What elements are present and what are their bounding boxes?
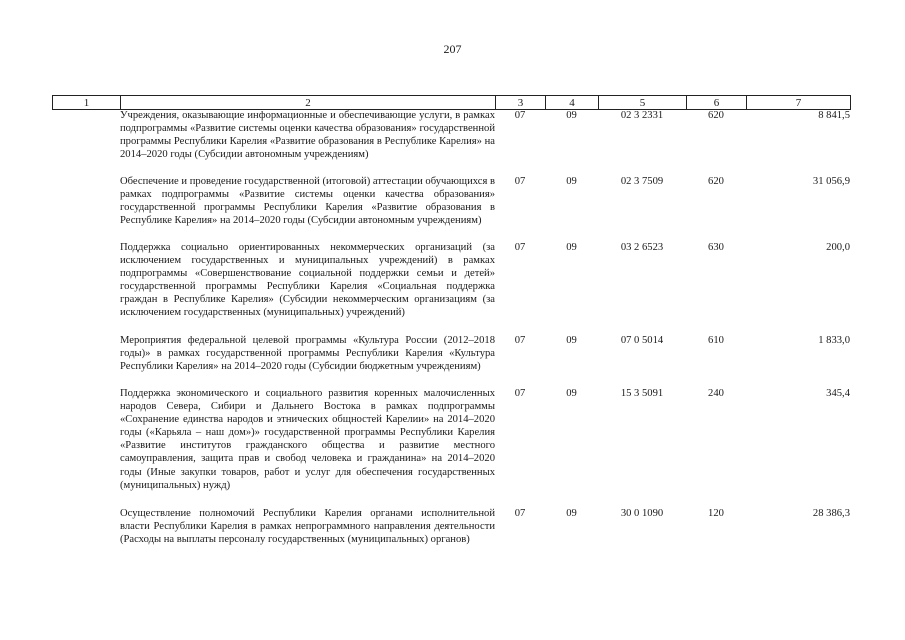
row-target-code: 03 2 6523: [620, 242, 664, 253]
row-section: 07: [514, 242, 526, 253]
row-subsection: 09: [566, 335, 577, 346]
budget-table-body: [52, 109, 850, 561]
row-subsection: 09: [566, 176, 577, 187]
row-expense-type: 240: [708, 388, 724, 399]
row-amount: 31 056,9: [812, 176, 850, 187]
table-row: [52, 334, 850, 387]
row-amount: 1 833,0: [818, 335, 850, 346]
row-target-code: 15 3 5091: [620, 388, 664, 399]
row-target-code: 02 3 7509: [620, 176, 664, 187]
row-subsection: 09: [566, 388, 577, 399]
page-number: 207: [443, 42, 462, 56]
row-expense-type: 120: [708, 508, 724, 519]
row-expense-type: 630: [708, 242, 724, 253]
column-header-7: 7: [747, 96, 851, 110]
row-amount: 8 841,5: [818, 110, 850, 121]
table-row: [52, 241, 850, 334]
row-description: Мероприятия федеральной целевой программы «Культура России (2012–2018 годы)» в рамках государственной программы Республики Карелия «Культура Республики Карелия» на 2014–2020 годы (Субсидии бюджетным учреждениям): [120, 335, 495, 373]
row-section: 07: [514, 335, 526, 346]
row-target-code: 02 3 2331: [620, 110, 664, 121]
row-blank-cell: [52, 507, 120, 561]
row-expense-type: 620: [708, 110, 724, 121]
row-target-code: 07 0 5014: [620, 335, 664, 346]
row-amount: 28 386,3: [812, 508, 850, 519]
row-blank-cell: [52, 175, 120, 241]
row-section: 07: [514, 388, 526, 399]
row-blank-cell: [52, 241, 120, 334]
row-section: 07: [514, 508, 526, 519]
row-blank-cell: [52, 387, 120, 507]
row-section: 07: [514, 176, 526, 187]
row-description: Учреждения, оказывающие информационные и обеспечивающие услуги, в рамках подпрограммы «Развитие системы оценки качества образования» государственной программы Республики Карелия «Развитие образования в Республике Карелия» на 2014–2020 годы (Субсидии автономным учреждениям): [120, 110, 495, 161]
row-description: Поддержка социально ориентированных некоммерческих организаций (за исключением государственных и муниципальных учреждений) в рамках подпрограммы «Совершенствование социальной поддержки семьи и детей» государственной программы Республики Карелия «Социальная поддержка граждан в Республике Карелия» (Субсидии некоммерческим организациям (за исключением государственных (муниципальных) учреждений): [120, 242, 495, 319]
row-blank-cell: [52, 109, 120, 175]
row-description: Обеспечение и проведение государственной (итоговой) аттестации обучающихся в рамках подпрограммы «Развитие системы оценки качества образования» государственной программы Республики Карелия «Развитие образования в Республике Карелия» на 2014–2020 годы (Субсидии автономным учреждениям): [120, 176, 495, 227]
column-header-1: 1: [53, 96, 121, 110]
column-header-2: 2: [121, 96, 496, 110]
row-amount: 345,4: [826, 388, 850, 399]
row-subsection: 09: [566, 508, 577, 519]
table-row: [52, 175, 850, 241]
row-target-code: 30 0 1090: [620, 508, 664, 519]
column-number-header: [52, 95, 851, 110]
column-header-6: 6: [687, 96, 747, 110]
row-expense-type: 620: [708, 176, 724, 187]
column-header-5: 5: [599, 96, 687, 110]
row-description: Поддержка экономического и социального развития коренных малочисленных народов Севера, Сибири и Дальнего Востока в рамках подпрограммы «Сохранение единства народов и этнических общностей Карелии» на 2014–2020 годы («Карьяла – наш дом»)» государственной программы Республики Карелия «Развитие институтов гражданского общества и развитие местного самоуправления, защита прав и свобод человека и гражданина» на 2014–2020 годы (Иные закупки товаров, работ и услуг для обеспечения государственных (муниципальных) нужд): [120, 388, 495, 491]
table-row: [52, 109, 850, 175]
row-section: 07: [514, 110, 526, 121]
table-row: [52, 507, 850, 561]
row-description: Осуществление полномочий Республики Карелия органами исполнительной власти Республики Карелия в рамках непрограммного направления деятельности (Расходы на выплаты персоналу государственных (муниципальных) органов): [120, 508, 495, 546]
row-amount: 200,0: [826, 242, 850, 253]
table-row: [52, 387, 850, 507]
row-subsection: 09: [566, 242, 577, 253]
row-expense-type: 610: [708, 335, 724, 346]
row-blank-cell: [52, 334, 120, 387]
column-header-3: 3: [496, 96, 546, 110]
row-subsection: 09: [566, 110, 577, 121]
column-header-4: 4: [546, 96, 599, 110]
